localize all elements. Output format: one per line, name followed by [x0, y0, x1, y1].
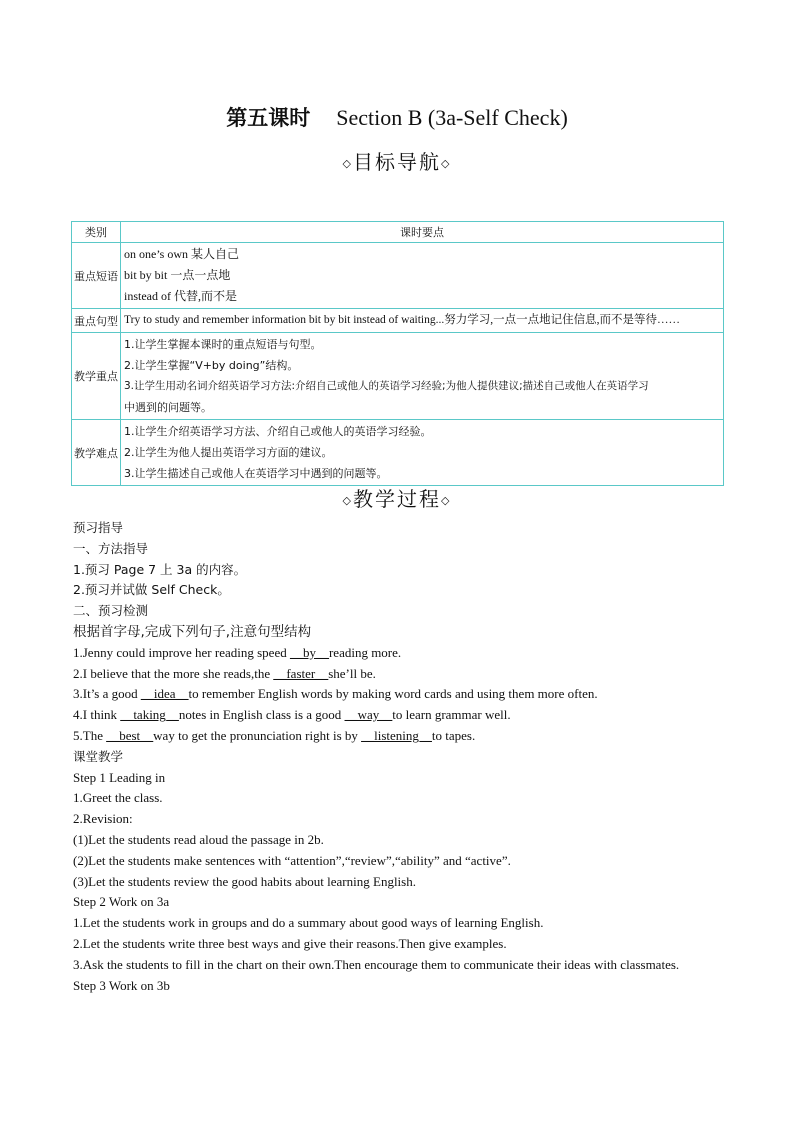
table-row: [72, 243, 724, 309]
exercise-text: to tapes.: [431, 727, 476, 743]
check-heading: 二、预习检测: [73, 603, 149, 619]
exercise-text: 5.The: [73, 727, 107, 743]
step-item: (3)Let the students review the good habits about learning English.: [73, 873, 416, 889]
method-heading: 一、方法指导: [73, 540, 149, 556]
lesson-title-en: Section B (3a-Self Check): [336, 105, 568, 130]
method-item: 1.预习 Page 7 上 3a 的内容。: [73, 561, 247, 577]
step-item: 2.Let the students write three best ways and give their reasons.Then give examples.: [73, 935, 507, 951]
diamond-icon: ◇: [441, 157, 452, 170]
exercise-text: to learn grammar well.: [392, 707, 511, 723]
exercise-text: way to get the pronunciation right is by: [153, 727, 362, 743]
step-title: Step 1 Leading in: [73, 769, 166, 785]
exercise-item: [73, 684, 723, 705]
exercise-text: reading more.: [328, 644, 402, 660]
answer-blank: __listening__: [361, 727, 432, 743]
diamond-icon: ◇: [441, 494, 452, 507]
row-points: [121, 333, 724, 420]
exercise-text: notes in English class is a good: [178, 707, 345, 723]
exercise-item: [73, 726, 723, 747]
point-line: 1.让学生掌握本课时的重点短语与句型。: [124, 338, 322, 351]
col-points: 课时要点: [121, 222, 724, 243]
lesson-title-cn: 第五课时: [226, 106, 311, 130]
row-category: 教学重点: [72, 333, 121, 420]
point-line: instead of 代替,而不是: [124, 289, 237, 303]
step-item: (1)Let the students read aloud the passage in 2b.: [73, 831, 324, 847]
answer-blank: __idea__: [140, 686, 189, 702]
lesson-title: [0, 102, 794, 132]
exercise-text: 1.Jenny could improve her reading speed: [73, 644, 290, 660]
point-line: 3.让学生描述自己或他人在英语学习中遇到的问题等。: [124, 467, 388, 480]
answer-blank: __way__: [344, 707, 393, 723]
row-category: 教学难点: [72, 420, 121, 486]
point-line: 2.让学生为他人提出英语学习方面的建议。: [124, 446, 333, 459]
exercise-text: to remember English words by making word cards and using them more often.: [188, 686, 598, 702]
step-item: 3.Ask the students to fill in the chart on their own.Then encourage them to communicate their ideas with classmates.: [73, 956, 680, 972]
row-points: [121, 420, 724, 486]
row-category: 重点短语: [72, 243, 121, 309]
exercise-instruction: 根据首字母,完成下列句子,注意句型结构: [73, 623, 312, 640]
table-header-row: [72, 222, 724, 243]
point-line: 1.让学生介绍英语学习方法、介绍自己或他人的英语学习经验。: [124, 425, 432, 438]
classroom-heading: 课堂教学: [73, 748, 124, 764]
exercise-item: [73, 664, 723, 685]
method-item: 2.预习并试做 Self Check。: [73, 582, 230, 598]
process-heading: [0, 483, 794, 512]
diamond-icon: ◇: [342, 494, 353, 507]
point-line: 3.让学生用动名词介绍英语学习方法:介绍自己或他人的英语学习经验;为他人提供建议;描述自己或他人在英语学习: [124, 380, 649, 392]
point-line: on one’s own 某人自己: [124, 247, 239, 261]
point-line: 2.让学生掌握“V+by doing”结构。: [124, 359, 299, 372]
process-heading-text: 教学过程: [353, 487, 441, 511]
answer-blank: __by__: [289, 644, 329, 660]
row-category: 重点句型: [72, 309, 121, 333]
key-points-table: [71, 221, 724, 486]
step-item: (2)Let the students make sentences with “attention”,“review”,“ability” and “active”.: [73, 852, 511, 868]
table-row: [72, 420, 724, 486]
preview-heading: 预习指导: [73, 520, 124, 535]
row-points: [121, 243, 724, 309]
step-title: Step 2 Work on 3a: [73, 894, 170, 910]
exercise-text: 2.I believe that the more she reads,the: [73, 665, 274, 681]
point-line: bit by bit 一点一点地: [124, 268, 231, 282]
exercise-text: 3.It’s a good: [73, 686, 141, 702]
step-item: 1.Let the students work in groups and do a summary about good ways of learning English.: [73, 915, 544, 931]
answer-blank: __taking__: [120, 707, 179, 723]
goals-heading-text: 目标导航: [353, 150, 441, 174]
exercise-item: [73, 643, 723, 664]
step-item: 1.Greet the class.: [73, 790, 163, 806]
diamond-icon: ◇: [342, 157, 353, 170]
exercise-text: she’ll be.: [328, 665, 376, 681]
step-title: Step 3 Work on 3b: [73, 977, 170, 993]
table-row: [72, 309, 724, 333]
col-category: 类别: [72, 222, 121, 243]
point-line: Try to study and remember information bit by bit instead of waiting...努力学习,一点一点地记住信息,而不是等待……: [124, 314, 681, 326]
answer-blank: __faster__: [273, 665, 329, 681]
lesson-body: [73, 518, 723, 996]
goals-heading: [0, 146, 794, 175]
step-item: 2.Revision:: [73, 811, 133, 827]
point-line: 中遇到的问题等。: [124, 401, 212, 414]
exercise-item: [73, 705, 723, 726]
answer-blank: __best__: [106, 727, 154, 743]
row-points: [121, 309, 724, 333]
exercise-text: 4.I think: [73, 707, 121, 723]
table-row: [72, 333, 724, 420]
